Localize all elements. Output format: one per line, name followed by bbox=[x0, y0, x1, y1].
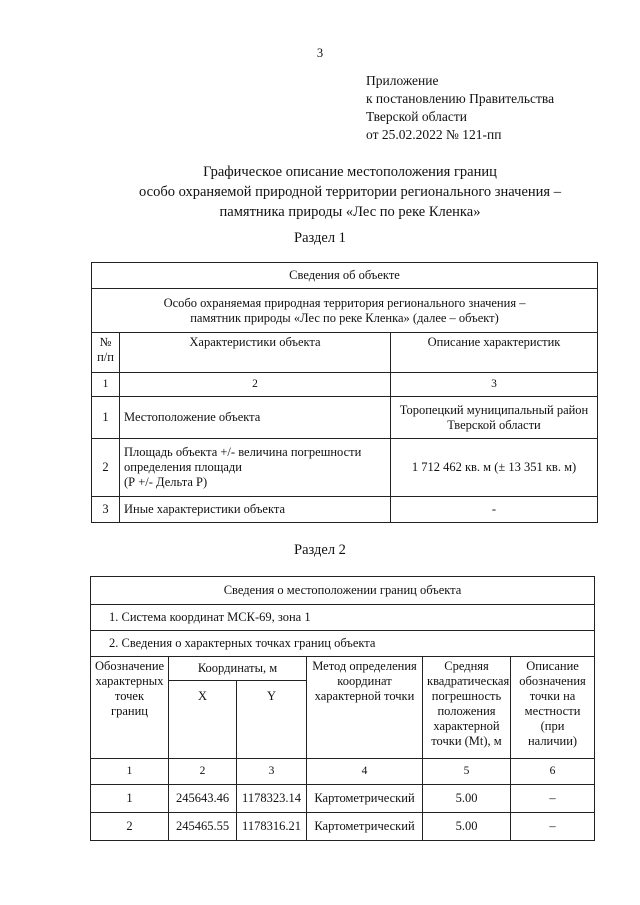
table-row bbox=[91, 785, 595, 813]
header-line: Метод определения bbox=[312, 659, 417, 673]
header-line: Средняя bbox=[444, 659, 489, 673]
error: 5.00 bbox=[423, 785, 511, 813]
error: 5.00 bbox=[423, 813, 511, 841]
title-line: особо охраняемой природной территории регионального значения – bbox=[139, 184, 561, 200]
row-num: 3 bbox=[92, 497, 120, 523]
header-description: Описание характеристик bbox=[391, 333, 598, 373]
header-num-line: № bbox=[99, 335, 112, 349]
header-characteristics: Характеристики объекта bbox=[120, 333, 391, 373]
points-info: 2. Сведения о характерных точках границ объекта bbox=[91, 631, 595, 657]
coord-x: 245643.46 bbox=[169, 785, 237, 813]
object-line: Особо охраняемая природная территория регионального значения – bbox=[163, 295, 526, 310]
header-line: положения bbox=[437, 704, 496, 718]
header-line: точки на bbox=[529, 689, 576, 703]
point-id: 2 bbox=[91, 813, 169, 841]
table-row bbox=[92, 439, 598, 497]
row-num: 2 bbox=[92, 439, 120, 497]
header-line: Обозначение bbox=[95, 659, 165, 673]
header-line: точки (Mt), м bbox=[431, 734, 502, 748]
method: Картометрический bbox=[307, 813, 423, 841]
col-number: 3 bbox=[391, 373, 598, 397]
header-line: Описание bbox=[526, 659, 579, 673]
col-number: 1 bbox=[91, 759, 169, 785]
header-y: Y bbox=[237, 681, 307, 759]
section2-heading: Раздел 2 bbox=[294, 542, 346, 558]
row-name: Местоположение объекта bbox=[120, 397, 391, 439]
appendix-line: от 25.02.2022 № 121-пп bbox=[366, 127, 502, 142]
header-line: местности bbox=[524, 704, 581, 718]
row-value bbox=[391, 397, 598, 439]
row-value: 1 712 462 кв. м (± 13 351 кв. м) bbox=[391, 439, 598, 497]
title-line: памятника природы «Лес по реке Кленка» bbox=[219, 204, 481, 220]
header-line: наличии) bbox=[527, 734, 578, 748]
table-title: Сведения о местоположении границ объекта bbox=[91, 577, 595, 605]
header-line: точек границ bbox=[111, 689, 148, 718]
header-num bbox=[92, 333, 120, 373]
table-row bbox=[91, 813, 595, 841]
table-title: Сведения об объекте bbox=[92, 263, 598, 289]
header-line: координат bbox=[337, 674, 392, 688]
boundary-points-table bbox=[90, 576, 595, 841]
coord-y: 1178316.21 bbox=[237, 813, 307, 841]
appendix-line: Тверской области bbox=[366, 109, 467, 124]
object-info-table bbox=[91, 262, 598, 523]
row-value-line: Торопецкий муниципальный район bbox=[399, 402, 589, 417]
method: Картометрический bbox=[307, 785, 423, 813]
col-number: 4 bbox=[307, 759, 423, 785]
col-number: 6 bbox=[511, 759, 595, 785]
header-x: X bbox=[169, 681, 237, 759]
header-line: квадратическая bbox=[427, 674, 510, 688]
document-title bbox=[60, 162, 640, 222]
appendix-line: Приложение bbox=[366, 73, 439, 88]
header-coordinates: Координаты, м bbox=[169, 657, 307, 681]
row-value: - bbox=[391, 497, 598, 523]
table-row bbox=[92, 497, 598, 523]
coord-x: 245465.55 bbox=[169, 813, 237, 841]
section1-heading: Раздел 1 bbox=[294, 230, 346, 246]
coord-system: 1. Система координат МСК-69, зона 1 bbox=[91, 605, 595, 631]
row-name: Иные характеристики объекта bbox=[120, 497, 391, 523]
header-line: характерных bbox=[95, 674, 164, 688]
col-number: 5 bbox=[423, 759, 511, 785]
col-number: 2 bbox=[120, 373, 391, 397]
appendix-block bbox=[366, 72, 554, 144]
col-number: 3 bbox=[237, 759, 307, 785]
header-num-line: п/п bbox=[97, 350, 114, 364]
header-line: обозначения bbox=[519, 674, 586, 688]
col-number: 1 bbox=[92, 373, 120, 397]
header-method bbox=[307, 657, 423, 759]
header-line: погрешность bbox=[431, 689, 502, 703]
row-name-line: определения площади bbox=[124, 460, 242, 474]
header-line: характерной точки bbox=[314, 689, 415, 703]
header-point-description bbox=[511, 657, 595, 759]
row-name-line: (Р +/- Дельта Р) bbox=[124, 475, 208, 489]
row-name bbox=[120, 439, 391, 497]
object-description bbox=[92, 289, 598, 333]
row-num: 1 bbox=[92, 397, 120, 439]
header-designation bbox=[91, 657, 169, 759]
coord-y: 1178323.14 bbox=[237, 785, 307, 813]
row-value-line: Тверской области bbox=[447, 417, 541, 432]
appendix-line: к постановлению Правительства bbox=[366, 91, 555, 106]
page-number: 3 bbox=[316, 46, 324, 60]
table-row bbox=[92, 397, 598, 439]
header-line: (при bbox=[540, 719, 565, 733]
object-line: памятник природы «Лес по реке Кленка» (далее – объект) bbox=[190, 310, 499, 325]
header-line: характерной bbox=[433, 719, 500, 733]
title-line: Графическое описание местоположения границ bbox=[203, 164, 497, 180]
point-description: – bbox=[511, 785, 595, 813]
row-name-line: Площадь объекта +/- величина погрешности bbox=[124, 445, 362, 459]
col-number: 2 bbox=[169, 759, 237, 785]
header-error bbox=[423, 657, 511, 759]
point-description: – bbox=[511, 813, 595, 841]
point-id: 1 bbox=[91, 785, 169, 813]
